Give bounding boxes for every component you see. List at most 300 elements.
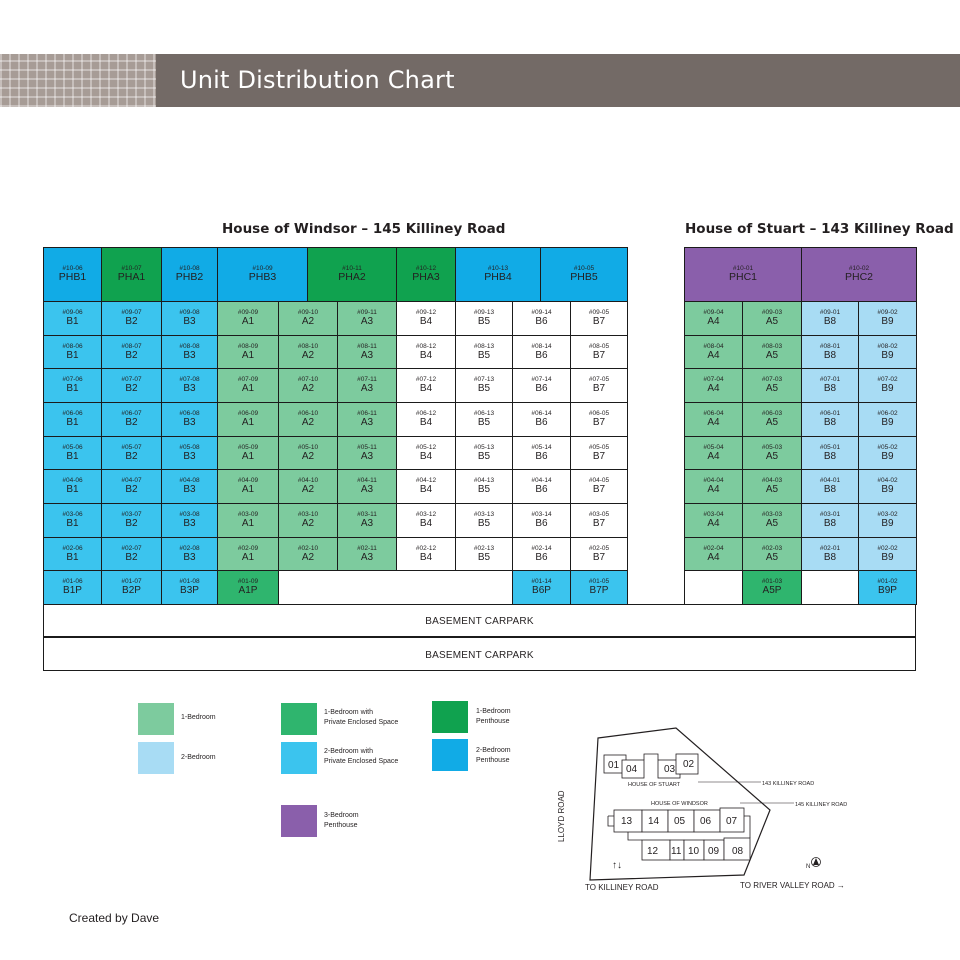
unit-number: #06-12	[415, 410, 437, 417]
unit-type: A1	[241, 383, 255, 394]
legend-label-2-bedroom-pes: 2-Bedroom with Private Enclosed Space	[324, 748, 399, 765]
stack-12-label: 12	[647, 846, 659, 857]
unit-type: B3	[183, 316, 196, 327]
unit-s-04-01	[801, 469, 859, 504]
unit-number: #02-06	[62, 545, 83, 552]
unit-type: B5	[477, 552, 491, 563]
unit-type: B7	[592, 383, 606, 394]
unit-type: A5P	[762, 585, 782, 596]
unit-number: #07-05	[588, 376, 610, 383]
unit-w-06-10	[278, 402, 338, 437]
unit-number: #02-09	[237, 545, 259, 552]
unit-s-04-03	[742, 469, 802, 504]
unit-type: B8	[823, 350, 837, 361]
legend-swatch-2-bedroom	[138, 742, 174, 774]
unit-number: #03-14	[531, 511, 552, 518]
unit-w-09-13	[455, 301, 513, 336]
unit-type: B5	[477, 484, 491, 495]
unit-number: #08-02	[877, 343, 898, 350]
unit-type: A5	[765, 350, 779, 361]
page-title: Unit Distribution Chart	[180, 66, 455, 94]
house-of-stuart-block	[604, 754, 698, 778]
unit-number: #06-08	[179, 410, 200, 417]
unit-w-03-05	[570, 503, 628, 538]
lloyd-road-label: LLOYD ROAD	[557, 790, 566, 842]
unit-w-04-14	[512, 469, 571, 504]
unit-number: #08-04	[703, 343, 724, 350]
unit-number: #08-09	[237, 343, 259, 350]
windsor-west-outline	[608, 816, 614, 826]
unit-number: #04-08	[179, 477, 200, 484]
unit-type: A4	[707, 350, 720, 361]
unit-number: #06-13	[473, 410, 495, 417]
unit-type: A1	[241, 350, 255, 361]
unit-w-09-12	[396, 301, 456, 336]
unit-type: A1	[241, 316, 255, 327]
unit-number: #03-11	[357, 511, 377, 518]
unit-type: B7	[592, 417, 606, 428]
unit-w-08-10	[278, 335, 338, 369]
unit-type: A4	[707, 518, 720, 529]
unit-s-09-02	[858, 301, 917, 336]
unit-type: B3	[183, 518, 196, 529]
to-river-valley-road-label: TO RIVER VALLEY ROAD →	[740, 881, 845, 890]
unit-w-05-12	[396, 436, 456, 470]
legend-swatch-1-bedroom-pes	[281, 703, 317, 735]
unit-number: #08-03	[761, 343, 783, 350]
site-plan	[548, 720, 868, 900]
unit-type: B9	[881, 552, 894, 563]
stack-10-label: 10	[688, 846, 700, 857]
unit-number: #09-02	[877, 309, 898, 316]
unit-w-08-14	[512, 335, 571, 369]
unit-s-08-02	[858, 335, 917, 369]
unit-number: #07-12	[415, 376, 437, 383]
unit-number: #06-04	[703, 410, 724, 417]
unit-number: #08-06	[62, 343, 83, 350]
unit-w-02-08	[161, 537, 218, 571]
unit-w-10-07	[101, 247, 162, 303]
unit-number: #02-11	[357, 545, 377, 552]
unit-number: #10-09	[252, 265, 273, 272]
unit-type: B5	[477, 417, 491, 428]
unit-number: #02-07	[121, 545, 142, 552]
unit-number: #03-02	[877, 511, 898, 518]
unit-w-01-14	[512, 570, 571, 605]
unit-type: A1	[241, 518, 255, 529]
unit-type: B4	[419, 552, 433, 563]
unit-number: #04-03	[761, 477, 783, 484]
stack-08-label: 08	[732, 846, 744, 857]
unit-number: #10-02	[848, 265, 870, 272]
unit-s-02-01	[801, 537, 859, 571]
unit-number: #03-13	[473, 511, 495, 518]
unit-s-03-01	[801, 503, 859, 538]
unit-w-02-10	[278, 537, 338, 571]
unit-number: #04-01	[819, 477, 841, 484]
empty-ground-slot	[801, 570, 859, 605]
unit-type: B1	[66, 383, 79, 394]
unit-w-07-06	[43, 368, 102, 403]
unit-number: #04-04	[703, 477, 724, 484]
unit-number: #09-10	[297, 309, 319, 316]
unit-w-01-06	[43, 570, 102, 605]
unit-s-06-01	[801, 402, 859, 437]
unit-number: #07-13	[473, 376, 495, 383]
unit-type: B1	[66, 484, 79, 495]
unit-number: #02-05	[588, 545, 610, 552]
road-143-label: 143 KILLINEY ROAD	[762, 781, 815, 787]
unit-s-09-04	[684, 301, 743, 336]
unit-number: #01-06	[62, 578, 83, 585]
unit-type: A2	[301, 383, 315, 394]
unit-type: A3	[360, 484, 374, 495]
unit-type: B4	[419, 316, 433, 327]
unit-number: #06-03	[761, 410, 783, 417]
unit-w-09-09	[217, 301, 279, 336]
unit-type: PHB2	[175, 271, 204, 283]
unit-w-05-07	[101, 436, 162, 470]
unit-number: #09-09	[237, 309, 259, 316]
unit-w-10-12	[396, 247, 456, 303]
unit-w-02-09	[217, 537, 279, 571]
stuart-title: House of Stuart – 143 Killiney Road	[685, 221, 954, 237]
unit-type: B9	[881, 451, 894, 462]
unit-w-06-13	[455, 402, 513, 437]
unit-number: #05-12	[415, 444, 437, 451]
unit-w-09-10	[278, 301, 338, 336]
unit-s-01-02	[858, 570, 917, 605]
stuart-core-outline	[644, 754, 658, 760]
unit-type: B7	[592, 316, 606, 327]
unit-number: #04-02	[877, 477, 898, 484]
unit-s-02-02	[858, 537, 917, 571]
unit-number: #07-11	[357, 376, 377, 383]
empty-ground-slot	[278, 570, 513, 605]
unit-number: #09-05	[588, 309, 610, 316]
unit-number: #05-10	[297, 444, 319, 451]
unit-type: B6	[535, 518, 548, 529]
unit-number: #06-01	[819, 410, 841, 417]
unit-type: B5	[477, 451, 491, 462]
unit-w-06-07	[101, 402, 162, 437]
unit-w-06-08	[161, 402, 218, 437]
unit-number: #09-04	[703, 309, 724, 316]
unit-number: #03-07	[121, 511, 142, 518]
legend-swatch-2-bedroom-penthouse	[432, 739, 468, 771]
unit-type: B2P	[122, 585, 141, 596]
unit-number: #07-02	[877, 376, 898, 383]
unit-type: B2	[125, 484, 138, 495]
unit-w-08-06	[43, 335, 102, 369]
unit-type: B1	[66, 417, 79, 428]
stack-05-label: 05	[674, 816, 686, 827]
unit-number: #02-01	[819, 545, 841, 552]
unit-number: #05-08	[179, 444, 200, 451]
unit-number: #05-11	[357, 444, 377, 451]
unit-w-08-12	[396, 335, 456, 369]
unit-type: A3	[360, 383, 374, 394]
unit-type: B2	[125, 417, 138, 428]
unit-type: PHB4	[484, 271, 512, 283]
unit-type: A5	[765, 552, 779, 563]
windsor-title: House of Windsor – 145 Killiney Road	[222, 221, 506, 237]
unit-w-05-13	[455, 436, 513, 470]
unit-number: #04-07	[121, 477, 142, 484]
unit-type: B3	[183, 552, 196, 563]
unit-w-07-08	[161, 368, 218, 403]
unit-type: B3	[183, 383, 196, 394]
stack-07-label: 07	[726, 816, 738, 827]
unit-type: B1P	[63, 585, 82, 596]
unit-w-06-09	[217, 402, 279, 437]
unit-type: B7	[592, 350, 606, 361]
unit-number: #06-09	[237, 410, 259, 417]
unit-s-07-03	[742, 368, 802, 403]
unit-type: B5	[477, 383, 491, 394]
unit-type: B1	[66, 552, 79, 563]
unit-number: #01-07	[121, 578, 142, 585]
unit-type: PHA1	[117, 271, 146, 283]
unit-type: A5	[765, 383, 779, 394]
windsor-link-outline	[628, 832, 642, 840]
unit-w-01-09	[217, 570, 279, 605]
unit-type: B6	[535, 484, 548, 495]
unit-type: B4	[419, 451, 433, 462]
unit-w-05-05	[570, 436, 628, 470]
unit-w-04-05	[570, 469, 628, 504]
unit-type: B7	[592, 484, 606, 495]
unit-number: #02-13	[473, 545, 495, 552]
unit-type: B3	[183, 451, 196, 462]
north-label: N	[806, 864, 811, 870]
unit-type: A4	[707, 552, 720, 563]
unit-number: #06-05	[588, 410, 610, 417]
unit-type: B5	[477, 518, 491, 529]
unit-number: #08-12	[415, 343, 437, 350]
unit-number: #09-13	[473, 309, 495, 316]
unit-type: A5	[765, 518, 779, 529]
legend-label-1-bedroom-pes: 1-Bedroom with Private Enclosed Space	[324, 709, 399, 726]
unit-w-02-05	[570, 537, 628, 571]
unit-type: B7	[592, 451, 606, 462]
unit-number: #03-04	[703, 511, 724, 518]
unit-number: #07-06	[62, 376, 83, 383]
unit-type: B3	[183, 484, 196, 495]
unit-number: #08-11	[357, 343, 377, 350]
unit-type: B8	[823, 383, 837, 394]
unit-s-06-03	[742, 402, 802, 437]
unit-type: B7P	[589, 585, 609, 596]
unit-w-07-12	[396, 368, 456, 403]
stack-09-label: 09	[708, 846, 720, 857]
unit-type: A2	[301, 552, 315, 563]
unit-number: #04-12	[415, 477, 437, 484]
unit-type: PHC1	[728, 271, 757, 283]
unit-w-07-13	[455, 368, 513, 403]
unit-number: #09-06	[62, 309, 83, 316]
unit-type: A4	[707, 417, 720, 428]
unit-type: B6	[535, 383, 548, 394]
unit-number: #08-01	[819, 343, 841, 350]
unit-number: #05-03	[761, 444, 783, 451]
unit-type: B5	[477, 350, 491, 361]
unit-w-09-14	[512, 301, 571, 336]
basement-carpark-2: BASEMENT CARPARK	[43, 637, 916, 671]
unit-number: #02-02	[877, 545, 898, 552]
unit-number: #07-04	[703, 376, 724, 383]
unit-w-07-10	[278, 368, 338, 403]
unit-number: #01-08	[179, 578, 200, 585]
unit-w-04-12	[396, 469, 456, 504]
unit-s-05-01	[801, 436, 859, 470]
unit-w-04-10	[278, 469, 338, 504]
unit-number: #02-12	[415, 545, 437, 552]
unit-number: #05-07	[121, 444, 142, 451]
unit-w-06-14	[512, 402, 571, 437]
unit-number: #03-05	[588, 511, 610, 518]
unit-s-04-04	[684, 469, 743, 504]
unit-number: #05-14	[531, 444, 552, 451]
unit-number: #09-07	[121, 309, 142, 316]
unit-number: #03-01	[819, 511, 841, 518]
unit-type: A5	[765, 451, 779, 462]
unit-w-05-08	[161, 436, 218, 470]
unit-number: #06-11	[357, 410, 377, 417]
unit-number: #07-07	[121, 376, 142, 383]
legend-swatch-2-bedroom-pes	[281, 742, 317, 774]
unit-w-05-09	[217, 436, 279, 470]
unit-type: B2	[125, 316, 138, 327]
unit-type: B7	[592, 518, 606, 529]
footer-credit: Created by Dave	[69, 911, 160, 925]
unit-number: #07-03	[761, 376, 783, 383]
unit-type: A2	[301, 316, 315, 327]
unit-number: #03-09	[237, 511, 259, 518]
legend-swatch-1-bedroom-penthouse	[432, 701, 468, 733]
unit-w-07-11	[337, 368, 397, 403]
unit-type: A2	[301, 484, 315, 495]
unit-w-10-06	[43, 247, 102, 303]
unit-w-10-13	[455, 247, 541, 303]
stack-06-label: 06	[700, 816, 712, 827]
unit-w-07-07	[101, 368, 162, 403]
unit-type: B9	[881, 350, 894, 361]
unit-number: #07-14	[531, 376, 552, 383]
stack-14-label: 14	[648, 816, 660, 827]
unit-w-01-07	[101, 570, 162, 605]
unit-type: B9	[881, 417, 894, 428]
unit-w-10-08	[161, 247, 218, 303]
unit-s-09-03	[742, 301, 802, 336]
unit-type: PHB3	[248, 271, 277, 283]
unit-s-10-02	[801, 247, 917, 303]
unit-w-04-07	[101, 469, 162, 504]
unit-s-03-04	[684, 503, 743, 538]
unit-w-02-07	[101, 537, 162, 571]
unit-number: #05-02	[877, 444, 898, 451]
unit-number: #06-14	[531, 410, 552, 417]
unit-w-06-11	[337, 402, 397, 437]
unit-w-08-05	[570, 335, 628, 369]
basement-carpark-1: BASEMENT CARPARK	[43, 604, 916, 637]
unit-s-07-04	[684, 368, 743, 403]
unit-w-08-11	[337, 335, 397, 369]
unit-w-02-06	[43, 537, 102, 571]
unit-type: B9	[881, 316, 894, 327]
unit-number: #08-14	[531, 343, 552, 350]
unit-type: B2	[125, 518, 138, 529]
stack-13-label: 13	[621, 816, 633, 827]
stack-02-label: 02	[683, 759, 695, 770]
unit-type: A1	[241, 552, 255, 563]
unit-type: B9P	[878, 585, 897, 596]
unit-type: A1	[241, 417, 255, 428]
unit-type: B4	[419, 350, 433, 361]
unit-w-09-05	[570, 301, 628, 336]
legend-label-1-bedroom: 1-Bedroom	[181, 714, 216, 721]
unit-type: PHA2	[338, 271, 366, 283]
unit-w-08-09	[217, 335, 279, 369]
unit-w-07-05	[570, 368, 628, 403]
unit-w-06-06	[43, 402, 102, 437]
legend-label-3-bedroom-penthouse: 3-Bedroom Penthouse	[324, 812, 359, 829]
unit-number: #06-02	[877, 410, 898, 417]
unit-number: #04-13	[473, 477, 495, 484]
unit-w-02-12	[396, 537, 456, 571]
unit-w-03-12	[396, 503, 456, 538]
unit-type: A2	[301, 451, 315, 462]
unit-w-09-08	[161, 301, 218, 336]
unit-number: #04-06	[62, 477, 83, 484]
unit-w-09-06	[43, 301, 102, 336]
unit-s-08-04	[684, 335, 743, 369]
unit-number: #09-01	[819, 309, 841, 316]
unit-number: #04-11	[357, 477, 377, 484]
unit-number: #03-10	[297, 511, 319, 518]
unit-type: PHA3	[412, 271, 440, 283]
unit-s-03-02	[858, 503, 917, 538]
unit-w-07-09	[217, 368, 279, 403]
legend-label-2-bedroom: 2-Bedroom	[181, 754, 216, 761]
unit-type: B4	[419, 518, 433, 529]
house-of-stuart-label: HOUSE OF STUART	[628, 782, 681, 788]
unit-w-05-10	[278, 436, 338, 470]
empty-ground-slot	[684, 570, 743, 605]
unit-w-03-08	[161, 503, 218, 538]
unit-s-02-04	[684, 537, 743, 571]
unit-w-04-09	[217, 469, 279, 504]
unit-number: #10-06	[62, 265, 83, 272]
stack-03-label: 03	[664, 764, 676, 775]
unit-type: A4	[707, 484, 720, 495]
unit-w-10-05	[540, 247, 628, 303]
unit-type: A4	[707, 316, 720, 327]
unit-type: A3	[360, 350, 374, 361]
unit-type: A2	[301, 350, 315, 361]
unit-number: #08-10	[297, 343, 319, 350]
unit-number: #03-03	[761, 511, 783, 518]
unit-type: B5	[477, 316, 491, 327]
unit-type: B1	[66, 316, 79, 327]
unit-number: #04-09	[237, 477, 259, 484]
unit-number: #10-08	[179, 265, 200, 272]
unit-type: B1	[66, 451, 79, 462]
unit-s-01-03	[742, 570, 802, 605]
unit-s-02-03	[742, 537, 802, 571]
unit-w-03-07	[101, 503, 162, 538]
unit-type: B8	[823, 451, 837, 462]
